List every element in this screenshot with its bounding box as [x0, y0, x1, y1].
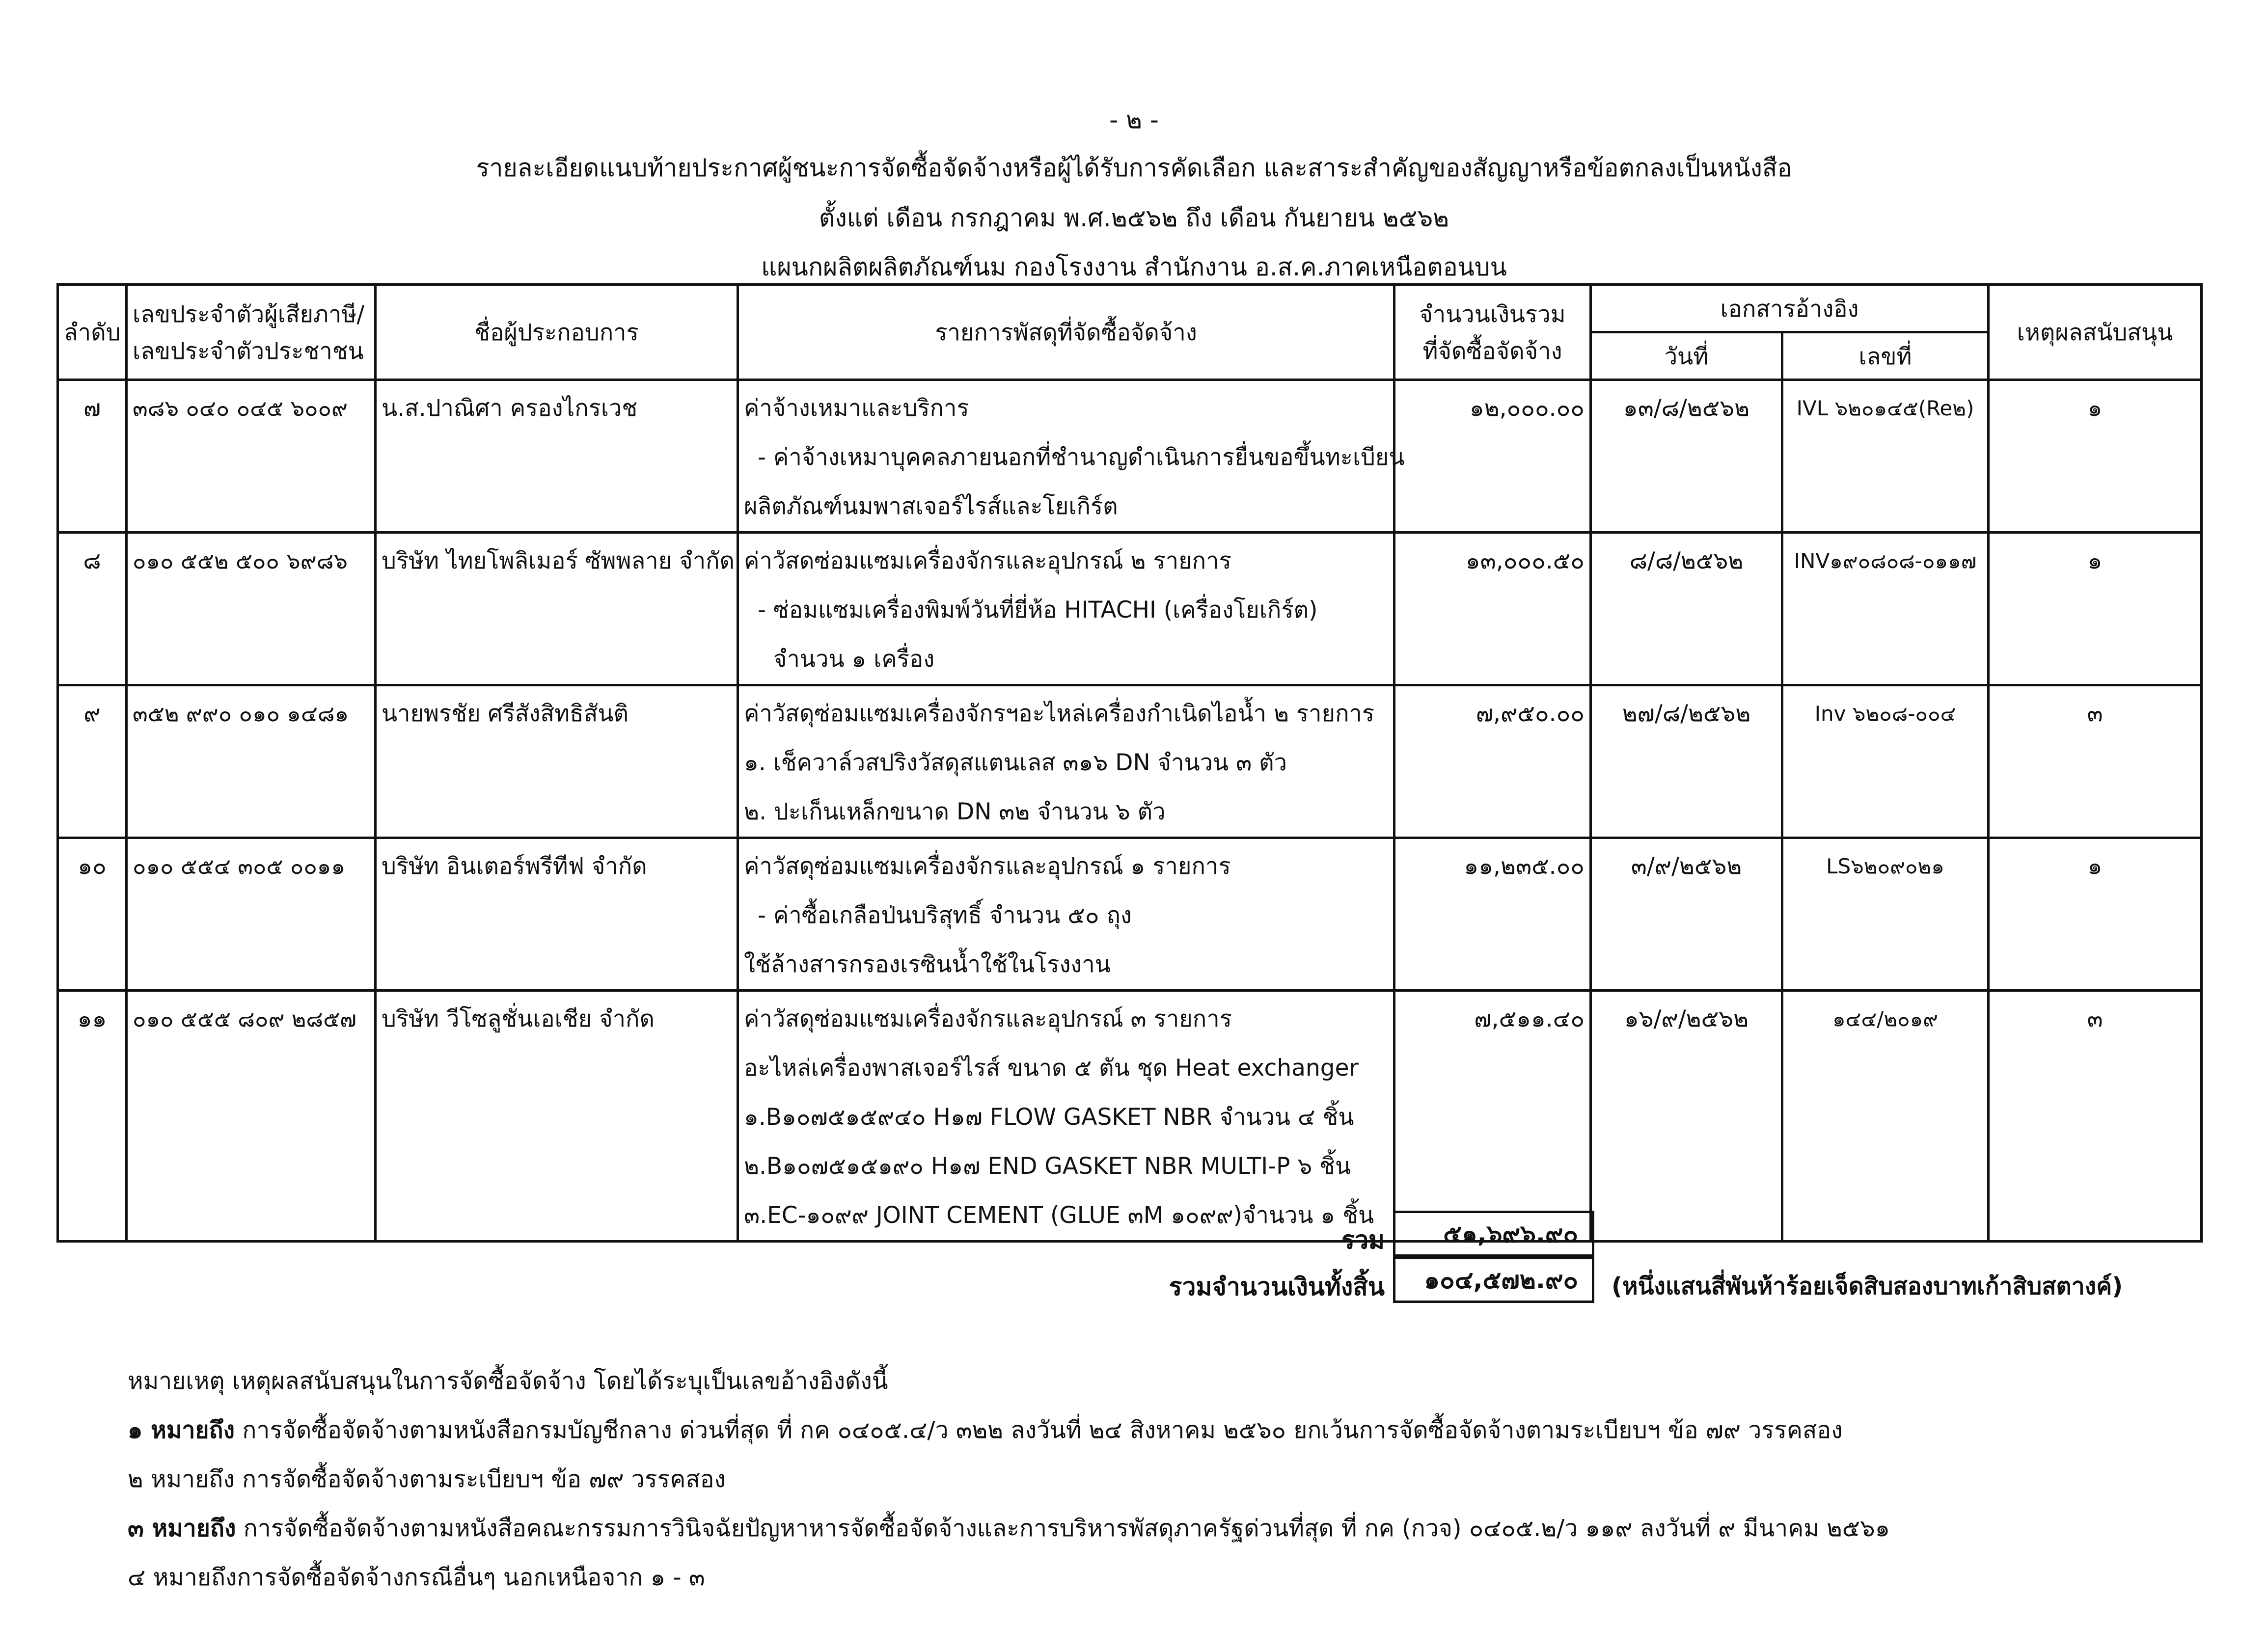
subtotal-value: ๕๑,๖๙๖.๙๐: [1393, 1211, 1594, 1257]
row-vendor: บริษัท ไทยโพลิเมอร์ ซัพพลาย จำกัด: [376, 533, 738, 685]
procurement-table: [56, 283, 2203, 1243]
row-items: ค่าจ้างเหมาและบริการ - ค่าจ้างเหมาบุคคลภายนอกที่ชำนาญดำเนินการยื่นขอขึ้นทะเบียน ผลิตภัณฑ์นมพาสเจอร์ไรส์และโยเกิร์ต: [738, 380, 1394, 533]
row-tax-id: ๓๕๒ ๙๙๐ ๐๑๐ ๑๔๘๑: [127, 685, 376, 838]
row-amount: ๑๓,๐๐๐.๕๐: [1394, 533, 1591, 685]
table-row: [58, 685, 2202, 838]
grand-total-value: ๑๐๔,๕๗๒.๙๐: [1393, 1257, 1594, 1303]
row-ref-no: INV๑๙๐๘๐๘-๐๑๑๗: [1782, 533, 1989, 685]
row-no: ๗: [58, 380, 127, 533]
header-ref-docs: เอกสารอ้างอิง: [1591, 285, 1989, 332]
row-ref-no: IVL ๖๒๐๑๔๕(Re๒): [1782, 380, 1989, 533]
row-vendor: บริษัท อินเตอร์พรีทีฟ จำกัด: [376, 838, 738, 991]
row-date: ๑๖/๙/๒๕๖๒: [1591, 991, 1782, 1242]
title-line-2: ตั้งแต่ เดือน กรกฎาคม พ.ศ.๒๕๖๒ ถึง เดือน กันยายน ๒๕๖๒: [819, 204, 1449, 232]
header-date: วันที่: [1591, 332, 1782, 380]
row-amount: ๑๑,๒๓๕.๐๐: [1394, 838, 1591, 991]
note-4: ๔ หมายถึงการจัดซื้อจัดจ้างกรณีอื่นๆ นอกเหนือจาก ๑ - ๓: [128, 1564, 705, 1591]
subtotal-label: รวม: [1341, 1226, 1385, 1254]
row-reason: ๓: [1989, 685, 2202, 838]
row-tax-id: ๐๑๐ ๕๕๒ ๕๐๐ ๖๙๘๖: [127, 533, 376, 685]
header-reason: เหตุผลสนับสนุน: [1989, 285, 2202, 380]
table-row: [58, 533, 2202, 685]
row-ref-no: LS๖๒๐๙๐๒๑: [1782, 838, 1989, 991]
header-no: ลำดับ: [58, 285, 127, 380]
table-row: [58, 991, 2202, 1242]
row-items: ค่าวัสดุซ่อมแซมเครื่องจักรและอุปกรณ์ ๑ รายการ - ค่าซื้อเกลือป่นบริสุทธิ์ จำนวน ๕๐ ถุง ใช้ล้างสารกรองเรซินน้ำใช้ในโรงงาน: [738, 838, 1394, 991]
row-items: ค่าวัสดุซ่อมแซมเครื่องจักรฯอะไหล่เครื่องกำเนิดไอน้ำ ๒ รายการ ๑. เช็ควาล์วสปริงวัสดุสแตนเลส ๓๑๖ DN จำนวน ๓ ตัว ๒. ปะเก็นเหล็กขนาด DN ๓๒ จำนวน ๖ ตัว: [738, 685, 1394, 838]
header-items: รายการพัสดุที่จัดซื้อจัดจ้าง: [738, 285, 1394, 380]
note-3: ๓ หมายถึง การจัดซื้อจัดจ้างตามหนังสือคณะกรรมการวินิจฉัยปัญหาหารจัดซื้อจัดจ้างและการบริหารพัสดุภาครัฐด่วนที่สุด ที่ กค (กวจ) ๐๔๐๕.๒/ว ๑๑๙ ลงวันที่ ๙ มีนาคม ๒๕๖๑: [128, 1515, 1890, 1542]
row-vendor: น.ส.ปาณิศา ครองไกรเวช: [376, 380, 738, 533]
row-ref-no: ๑๔๔/๒๐๑๙: [1782, 991, 1989, 1242]
row-date: ๒๗/๘/๒๕๖๒: [1591, 685, 1782, 838]
table-row: [58, 380, 2202, 533]
title-line-1: รายละเอียดแนบท้ายประกาศผู้ชนะการจัดซื้อจัดจ้างหรือผู้ได้รับการคัดเลือก และสาระสำคัญของสัญญาหรือข้อตกลงเป็นหนังสือ: [476, 154, 1792, 182]
row-vendor: บริษัท วีโซลูชั่นเอเชีย จำกัด: [376, 991, 738, 1242]
row-items: ค่าวัสดุซ่อมแซมเครื่องจักรและอุปกรณ์ ๓ รายการ อะไหล่เครื่องพาสเจอร์ไรส์ ขนาด ๕ ตัน ชุด Heat exchanger ๑.B๑๐๗๕๑๕๙๔๐ H๑๗ FLOW GASKET NBR จำนวน ๔ ชิ้น ๒.B๑๐๗๕๑๕๑๙๐ H๑๗ END GASKET NBR MULTI-P ๖ ชิ้น ๓.EC-๑๐๙๙ JOINT CEMENT (GLUE ๓M ๑๐๙๙)จำนวน ๑ ชิ้น: [738, 991, 1394, 1242]
row-reason: ๑: [1989, 380, 2202, 533]
table-row: [58, 838, 2202, 991]
grand-total-label: รวมจำนวนเงินทั้งสิ้น: [1169, 1273, 1385, 1301]
row-tax-id: ๐๑๐ ๕๕๔ ๓๐๕ ๐๐๑๑: [127, 838, 376, 991]
title-line-3: แผนกผลิตผลิตภัณฑ์นม กองโรงงาน สำนักงาน อ.ส.ค.ภาคเหนือตอนบน: [761, 253, 1507, 281]
row-reason: ๓: [1989, 991, 2202, 1242]
row-amount: ๗,๕๑๑.๔๐: [1394, 991, 1591, 1242]
row-vendor: นายพรชัย ศรีสังสิทธิสันติ: [376, 685, 738, 838]
row-tax-id: ๓๘๖ ๐๔๐ ๐๔๕ ๖๐๐๙: [127, 380, 376, 533]
row-amount: ๗,๙๕๐.๐๐: [1394, 685, 1591, 838]
row-ref-no: Inv ๖๒๐๘-๐๐๔: [1782, 685, 1989, 838]
grand-total-words: (หนึ่งแสนสี่พันห้าร้อยเจ็ดสิบสองบาทเก้าสิบสตางค์): [1612, 1273, 2123, 1300]
row-items: ค่าวัสดซ่อมแซมเครื่องจักรและอุปกรณ์ ๒ รายการ - ซ่อมแซมเครื่องพิมพ์วันที่ยี่ห้อ HITACHI (เครื่องโยเกิร์ต) จำนวน ๑ เครื่อง: [738, 533, 1394, 685]
row-reason: ๑: [1989, 533, 2202, 685]
row-no: ๑๑: [58, 991, 127, 1242]
row-date: ๑๓/๘/๒๕๖๒: [1591, 380, 1782, 533]
page-number: - ๒ -: [1109, 106, 1159, 134]
row-no: ๘: [58, 533, 127, 685]
header-vendor: ชื่อผู้ประกอบการ: [376, 285, 738, 380]
row-no: ๙: [58, 685, 127, 838]
row-date: ๓/๙/๒๕๖๒: [1591, 838, 1782, 991]
row-amount: ๑๒,๐๐๐.๐๐: [1394, 380, 1591, 533]
note-intro: หมายเหตุ เหตุผลสนับสนุนในการจัดซื้อจัดจ้าง โดยได้ระบุเป็นเลขอ้างอิงดังนี้: [128, 1367, 888, 1395]
note-2: ๒ หมายถึง การจัดซื้อจัดจ้างตามระเบียบฯ ข้อ ๗๙ วรรคสอง: [128, 1465, 726, 1493]
header-ref-no: เลขที่: [1782, 332, 1989, 380]
row-reason: ๑: [1989, 838, 2202, 991]
header-tax-id: เลขประจำตัวผู้เสียภาษี/ เลขประจำตัวประชาชน: [127, 285, 376, 380]
row-date: ๘/๘/๒๕๖๒: [1591, 533, 1782, 685]
row-tax-id: ๐๑๐ ๕๕๕ ๘๐๙ ๒๘๕๗: [127, 991, 376, 1242]
row-no: ๑๐: [58, 838, 127, 991]
header-amount: จำนวนเงินรวม ที่จัดซื้อจัดจ้าง: [1394, 285, 1591, 380]
note-1: ๑ หมายถึง การจัดซื้อจัดจ้างตามหนังสือกรมบัญชีกลาง ด่วนที่สุด ที่ กค ๐๔๐๕.๔/ว ๓๒๒ ลงวันที่ ๒๔ สิงหาคม ๒๕๖๐ ยกเว้นการจัดซื้อจัดจ้างตามระเบียบฯ ข้อ ๗๙ วรรคสอง: [128, 1416, 1843, 1444]
